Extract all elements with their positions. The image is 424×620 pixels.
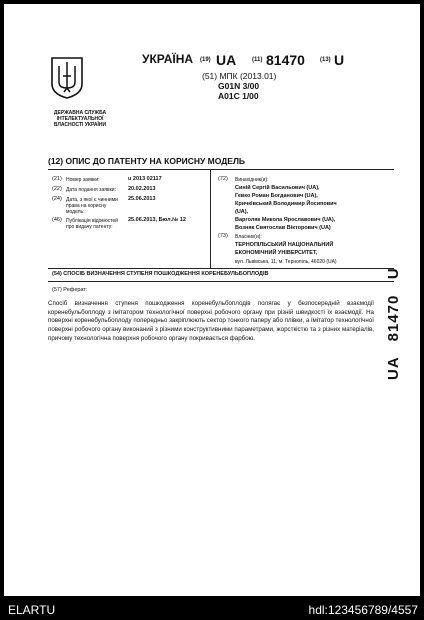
patent-number: 81470 (266, 52, 305, 68)
inventor-2: Гевко Роман Богданович (UA), (235, 193, 318, 199)
field-22-code: (22) (52, 186, 62, 192)
kind-code: U (334, 52, 345, 68)
field-46-value: 25.06.2013, Бюл.№ 12 (128, 217, 186, 223)
field-46-code: (46) (52, 217, 62, 223)
divider-top (48, 169, 394, 170)
title-54: (54) СПОСІБ ВИЗНАЧЕННЯ СТУПЕНЯ ПОШКОДЖЕННЯ КОРЕНЕБУЛЬБОПЛОДІВ (52, 271, 269, 277)
field-46-label: Публікація відомостей про видачу патенту: (66, 218, 118, 230)
inventors-label: Винахідник(и): (235, 177, 269, 183)
field-24-value: 25.06.2013 (128, 196, 156, 202)
inventor-5: Возняк Святослав Вікторович (UA) (235, 225, 331, 231)
field-22-value: 20.02.2013 (128, 186, 156, 192)
footer-handle: hdl:123456789/4557 (308, 603, 418, 617)
code-13: (13) (320, 57, 331, 63)
inventor-1: Синій Сергій Васильович (UA), (235, 185, 320, 191)
code-11: (11) (252, 57, 263, 63)
field-21-code: (21) (52, 176, 62, 182)
inventor-3-cont: (UA), (235, 209, 249, 215)
owner-name-2: ЕКОНОМІЧНИЙ УНІВЕРСИТЕТ, (235, 250, 318, 256)
inventor-3: Кричківський Володимир Йосипович (235, 201, 337, 207)
field-24-code: (24) (52, 196, 62, 202)
patent-page (4, 4, 420, 596)
coat-of-arms-icon (50, 56, 84, 100)
owner-name-1: ТЕРНОПІЛЬСЬКИЙ НАЦІОНАЛЬНИЙ (235, 242, 334, 248)
side-stamp: UA 81470 U (385, 267, 402, 380)
agency-name: ДЕРЖАВНА СЛУЖБА ІНТЕЛЕКТУАЛЬНОЇ ВЛАСНОСТІ УКРАЇНИ (53, 110, 107, 128)
country-code: UA (216, 52, 237, 68)
footer-left-label: ELARTU (8, 603, 56, 617)
code-19: (19) (200, 57, 211, 63)
divider-57 (48, 281, 394, 282)
abstract-label: (57) Реферат: (52, 287, 88, 293)
owner-code: (73) (218, 233, 228, 239)
footer-bar (0, 598, 424, 620)
ipc-label: (51) МПК (2013.01) (202, 71, 277, 81)
field-21-label: Номер заявки: (66, 177, 100, 183)
field-21-value: u 2013 02117 (128, 176, 162, 182)
ipc-class-2: A01C 1/00 (218, 91, 259, 101)
divider-vertical (210, 170, 211, 268)
owner-address: вул. Львівська, 11, м. Тернопіль, 46020 (UA) (235, 259, 337, 265)
divider-54 (48, 268, 394, 269)
abstract-text: Спосіб визначення ступеня пошкодження коренебульбоплодів полягає у безпосередній взаємодії коренебульбоплоду з імітатором технологічної поверхні робочого органу при різній швидкості їх взаємодії. На поверхні коренебульбоплоду попередньо закріплюють сектор тонкого паперу або плівки, а імітатор технологічної поверхні робочого органу виконаний з різними конструктивними параметрами, жорсткістю та з різних матеріалів, причому технологічна поверхня робочого органу покривається фарбою. (48, 300, 374, 342)
document-title: (12) ОПИС ДО ПАТЕНТУ НА КОРИСНУ МОДЕЛЬ (48, 156, 246, 166)
country-name: УКРАЇНА (142, 52, 194, 66)
inventor-4: Варголяк Микола Ярославович (UA), (235, 217, 336, 223)
field-24-label: Дата, з якої є чинними права на корисну модель: (66, 197, 118, 215)
field-22-label: Дата подання заявки: (66, 187, 116, 193)
owner-label: Власник(и): (235, 234, 262, 240)
ipc-class-1: G01N 3/00 (218, 81, 260, 91)
inventors-code: (72) (218, 176, 228, 182)
